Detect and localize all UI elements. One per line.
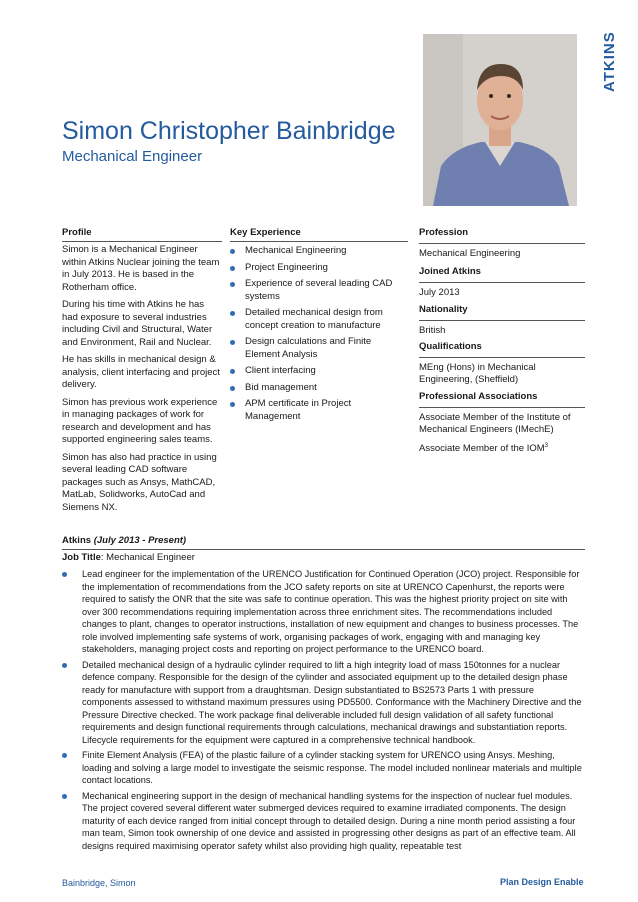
- nationality-value: British: [419, 324, 446, 336]
- key-experience-list: [230, 245, 405, 427]
- list-item: Detailed mechanical design of a hydraulic cylinder required to lift a high integrity load of mass 150tonnes for a nuclear defence company. Responsible for the design of the cylinder and associated equipment up to the detailed design phase ready for manufacture with support from a draughtsman. Design substantiated to BS2573 Parts 1 with pressure components assessed to withstand maximum pressures using PD5500. Conformance with the Machinery Directive and the Pressure Directive checked. The work package final deliverable included full design validation of all safety functional requirements and design functional requirements through calculations, mechanical drawings and substantiation reports. Lifecycle requirements for the equipment were captured in a comprehensive technical handbook.: [62, 659, 585, 747]
- profile-paragraph: Simon has also had practice in using several leading CAD software packages such as Ansys, MathCAD, MatLab, Solidworks, AutoCad and Siemens NX.: [62, 451, 217, 513]
- person-role: Mechanical Engineer: [62, 148, 203, 165]
- person-name: Simon Christopher Bainbridge: [62, 117, 396, 145]
- list-item: Bid management: [230, 382, 405, 395]
- logo-text: ATKINS: [601, 31, 618, 92]
- profession-value: Mechanical Engineering: [419, 247, 521, 259]
- nationality-heading: Nationality: [419, 304, 585, 321]
- profile-paragraph: During his time with Atkins he has had exposure to several industries including Civil and Structural, Water and Environment, Rail and Nuclear.: [62, 299, 213, 348]
- bullet-icon: [230, 369, 235, 374]
- joined-section: [419, 266, 585, 299]
- bullet-icon: [230, 249, 235, 254]
- experience-list: [62, 568, 585, 855]
- employer-name: Atkins: [62, 535, 92, 546]
- list-item: Design calculations and Finite Element Analysis: [230, 336, 405, 361]
- bullet-icon: [62, 794, 67, 799]
- list-item: Experience of several leading CAD systems: [230, 278, 405, 303]
- bullet-icon: [62, 753, 67, 758]
- profile-paragraph: He has skills in mechanical design & analysis, client interfacing and project delivery.: [62, 354, 220, 390]
- footer-tagline: Plan Design Enable: [500, 877, 584, 887]
- list-item: Mechanical engineering support in the design of mechanical handling systems for the inspection of nuclear fuel modules. The project covered several different water submerged devices required to examine irradiated components. The design maturity of each device ranged from initial concept through to detailed design. During a nine month period assisting a four man team, Simon took ownership of one device and assisted in progressing other designs as part of an effective team. All designs required maximising operator safety whilst also providing high quality, repeatable test: [62, 790, 585, 853]
- bullet-icon: [230, 311, 235, 316]
- bullet-icon: [230, 340, 235, 345]
- bullet-icon: [230, 402, 235, 407]
- list-item: Detailed mechanical design from concept creation to manufacture: [230, 307, 405, 332]
- associations-heading: Professional Associations: [419, 391, 585, 408]
- bullet-icon: [62, 663, 67, 668]
- profession-section: [419, 227, 585, 260]
- employment-period: (July 2013 - Present): [93, 535, 187, 546]
- profile-heading: Profile: [62, 227, 222, 242]
- list-item: Project Engineering: [230, 262, 405, 275]
- joined-heading: Joined Atkins: [419, 266, 585, 283]
- footer-name: Bainbridge, Simon: [62, 878, 136, 888]
- qualifications-heading: Qualifications: [419, 341, 585, 358]
- job-title: Job Title: Mechanical Engineer: [62, 552, 195, 563]
- nationality-section: [419, 304, 585, 337]
- profile-photo: [423, 34, 577, 206]
- list-item: Finite Element Analysis (FEA) of the plastic failure of a cylinder stacking system for URENCO using Ansys. Meshing, loading and solving a large model to investigate the seismic response. The model included nonlinear materials and multiple contact locations.: [62, 749, 585, 787]
- association-item: Associate Member of the Institute of Mechanical Engineers (IMechE): [419, 411, 571, 435]
- atkins-logo: [597, 30, 619, 94]
- list-item: Client interfacing: [230, 365, 405, 378]
- joined-value: July 2013: [419, 286, 460, 298]
- qualifications-section: [419, 341, 585, 387]
- associations-section: [419, 391, 585, 455]
- bullet-icon: [230, 266, 235, 271]
- profile-paragraph: Simon is a Mechanical Engineer within Atkins Nuclear joining the team in July 2013. He is based in the Rotherham office.: [62, 244, 220, 293]
- bullet-icon: [230, 282, 235, 287]
- qualifications-value: MEng (Hons) in Mechanical Engineering, (Sheffield): [419, 361, 536, 385]
- bullet-icon: [62, 572, 67, 577]
- list-item: APM certificate in Project Management: [230, 398, 405, 423]
- profession-heading: Profession: [419, 227, 585, 244]
- key-experience-heading: Key Experience: [230, 227, 408, 242]
- employment-heading: [62, 535, 585, 550]
- profile-paragraph: Simon has previous work experience in managing packages of work for research and development and has supported engineering sales teams.: [62, 396, 218, 445]
- bullet-icon: [230, 386, 235, 391]
- profile-text: [62, 244, 222, 519]
- list-item: Lead engineer for the implementation of the URENCO Justification for Continued Operation (JCO) project. Responsible for the implementation of recommendations from the JCO safety reports on site at URENCO Capenhurst, the reports were required to satisfy the ONR that the site was safe to continue operation. This was the highest priority project on site with over 300 recommendations requiring implementation across three enrichment sites. The recommendations included changes to plant, changes to operator instructions, installation of new equipment and changes to business processes. The role involved implementing safe systems of work, organising packages of work, engaging with and managing key stakeholders, managing project costs and reporting on project performance to the URENCO board.: [62, 568, 585, 656]
- list-item: Mechanical Engineering: [230, 245, 405, 258]
- association-item: Associate Member of the IOM$^3$: [419, 442, 549, 454]
